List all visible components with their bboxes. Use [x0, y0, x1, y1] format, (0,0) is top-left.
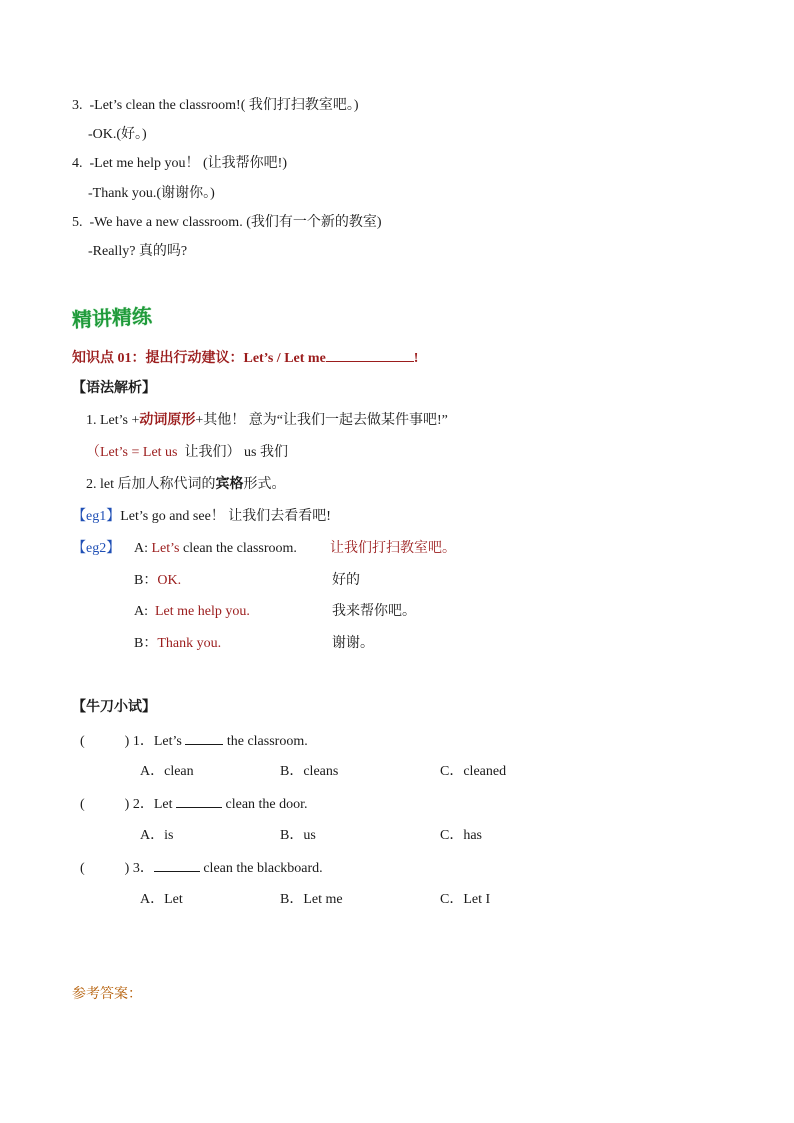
question-1 [80, 732, 308, 751]
fill-blank[interactable] [176, 795, 222, 808]
example-2-row [134, 635, 221, 653]
grammar-point-2-prefix: 2. let 后加人称代词的 [86, 477, 216, 492]
option-a[interactable]: A．Let [140, 892, 183, 907]
dialogue-number: 5. [72, 215, 83, 230]
fill-blank[interactable] [185, 732, 223, 745]
grammar-point-2 [86, 476, 286, 494]
dialogue-text: -Let me help you！ (让我帮你吧!) [89, 156, 288, 171]
grammar-point-2-emphasis: 宾格 [215, 477, 244, 492]
option-a[interactable]: A．is [140, 828, 174, 843]
english-text: Let me help you. [155, 604, 250, 619]
english-text: OK. [157, 573, 182, 588]
answers-label: 参考答案： [72, 987, 142, 1002]
option-c[interactable]: C．has [440, 828, 482, 843]
grammar-point-1-prefix: 1. Let’s + [86, 413, 140, 428]
dialogue-5-line2: -Really? 真的吗? [88, 244, 188, 259]
example-1 [72, 508, 331, 526]
question-3 [80, 859, 323, 878]
question-stem-pre: Let [153, 797, 173, 812]
section-title: 精讲精练 [71, 303, 153, 332]
question-2 [80, 795, 308, 814]
example-2-tag: 【eg2】 [72, 541, 121, 556]
dialogue-number: 3. [72, 98, 83, 113]
option-b[interactable]: B．Let me [280, 892, 343, 907]
grammar-point-1 [86, 412, 448, 430]
answer-paren-open: ( [80, 734, 85, 749]
example-1-text: Let’s go and see！ 让我们去看看吧! [120, 509, 331, 524]
question-stem-post: the classroom. [226, 734, 308, 749]
example-2-row [134, 540, 297, 558]
option-b[interactable]: B．us [280, 828, 316, 843]
question-number: 1． [132, 734, 154, 749]
grammar-header: 【语法解析】 [72, 381, 156, 396]
knowledge-blank [326, 349, 414, 362]
english-text-rest: clean the classroom. [183, 541, 297, 556]
question-stem-pre: Let’s [153, 734, 182, 749]
option-b[interactable]: B．cleans [280, 764, 339, 779]
option-c[interactable]: C．cleaned [440, 764, 507, 779]
fill-blank[interactable] [154, 859, 200, 872]
answer-paren-close: ) [124, 734, 130, 749]
example-1-tag: 【eg1】 [72, 509, 121, 524]
dialogue-4-line2: -Thank you.(谢谢你。) [88, 186, 215, 201]
chinese-translation: 我来帮你吧。 [332, 604, 416, 619]
knowledge-point-heading [72, 349, 418, 368]
grammar-point-1-suffix: +其他！ 意为“让我们一起去做某件事吧!” [195, 413, 448, 428]
knowledge-end: ! [413, 351, 419, 366]
quiz-header: 【牛刀小试】 [72, 700, 156, 715]
question-number: 2． [132, 797, 154, 812]
speaker: A: [134, 541, 148, 556]
dialogue-5-line1 [72, 214, 382, 232]
speaker: B： [134, 573, 158, 588]
example-2-row [134, 603, 250, 621]
speaker: B： [134, 636, 158, 651]
option-c[interactable]: C．Let I [440, 892, 491, 907]
grammar-point-1-emphasis: 动词原形 [139, 413, 196, 428]
english-text: Thank you. [157, 636, 222, 651]
question-stem-post: clean the blackboard. [203, 861, 323, 876]
dialogue-text: -We have a new classroom. (我们有一个新的教室) [89, 215, 382, 230]
dialogue-number: 4. [72, 156, 83, 171]
dialogue-4-line1 [72, 155, 287, 173]
dialogue-3-line1 [72, 97, 359, 115]
knowledge-point-label: 知识点 01：提出行动建议：Let’s / Let me [72, 351, 326, 366]
example-2-row [134, 572, 181, 590]
answer-paren-close: ) [124, 861, 130, 876]
question-number: 3． [132, 861, 154, 876]
answer-paren-open: ( [80, 861, 85, 876]
chinese-translation: 好的 [332, 573, 360, 588]
dialogue-text: -Let’s clean the classroom!( 我们打扫教室吧。) [89, 98, 359, 113]
chinese-translation: 让我们打扫教室吧。 [330, 541, 456, 556]
answer-paren-open: ( [80, 797, 85, 812]
grammar-note-rest: 让我们） us 我们 [184, 445, 288, 460]
grammar-note-red: （Let’s = Let us [86, 445, 178, 460]
chinese-translation: 谢谢。 [332, 636, 374, 651]
speaker: A: [134, 604, 148, 619]
grammar-point-1-note [86, 444, 288, 462]
english-text: Let’s [151, 541, 180, 556]
question-stem-post: clean the door. [225, 797, 308, 812]
dialogue-3-line2: -OK.(好。) [88, 127, 147, 142]
option-a[interactable]: A．clean [140, 764, 194, 779]
grammar-point-2-suffix: 形式。 [243, 477, 286, 492]
answer-paren-close: ) [124, 797, 130, 812]
